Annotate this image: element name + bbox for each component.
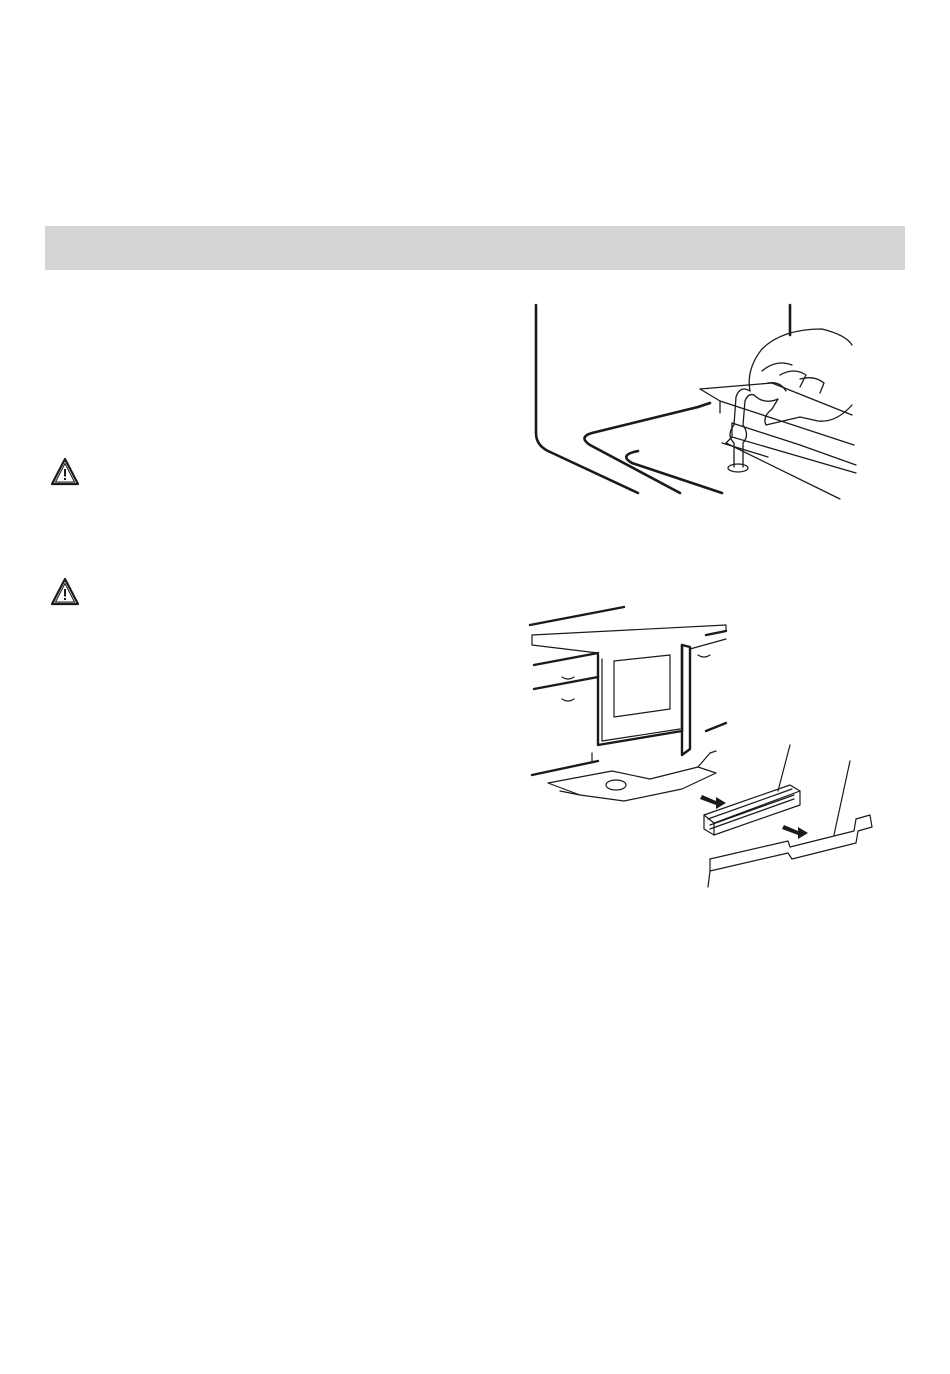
- warning-triangle-icon: [50, 577, 80, 607]
- kickplate-filter-removal-illustration: [520, 595, 890, 895]
- warning-triangle-icon: [50, 457, 80, 487]
- section-header-band: [45, 226, 905, 270]
- drain-cleaning-illustration: [500, 295, 870, 515]
